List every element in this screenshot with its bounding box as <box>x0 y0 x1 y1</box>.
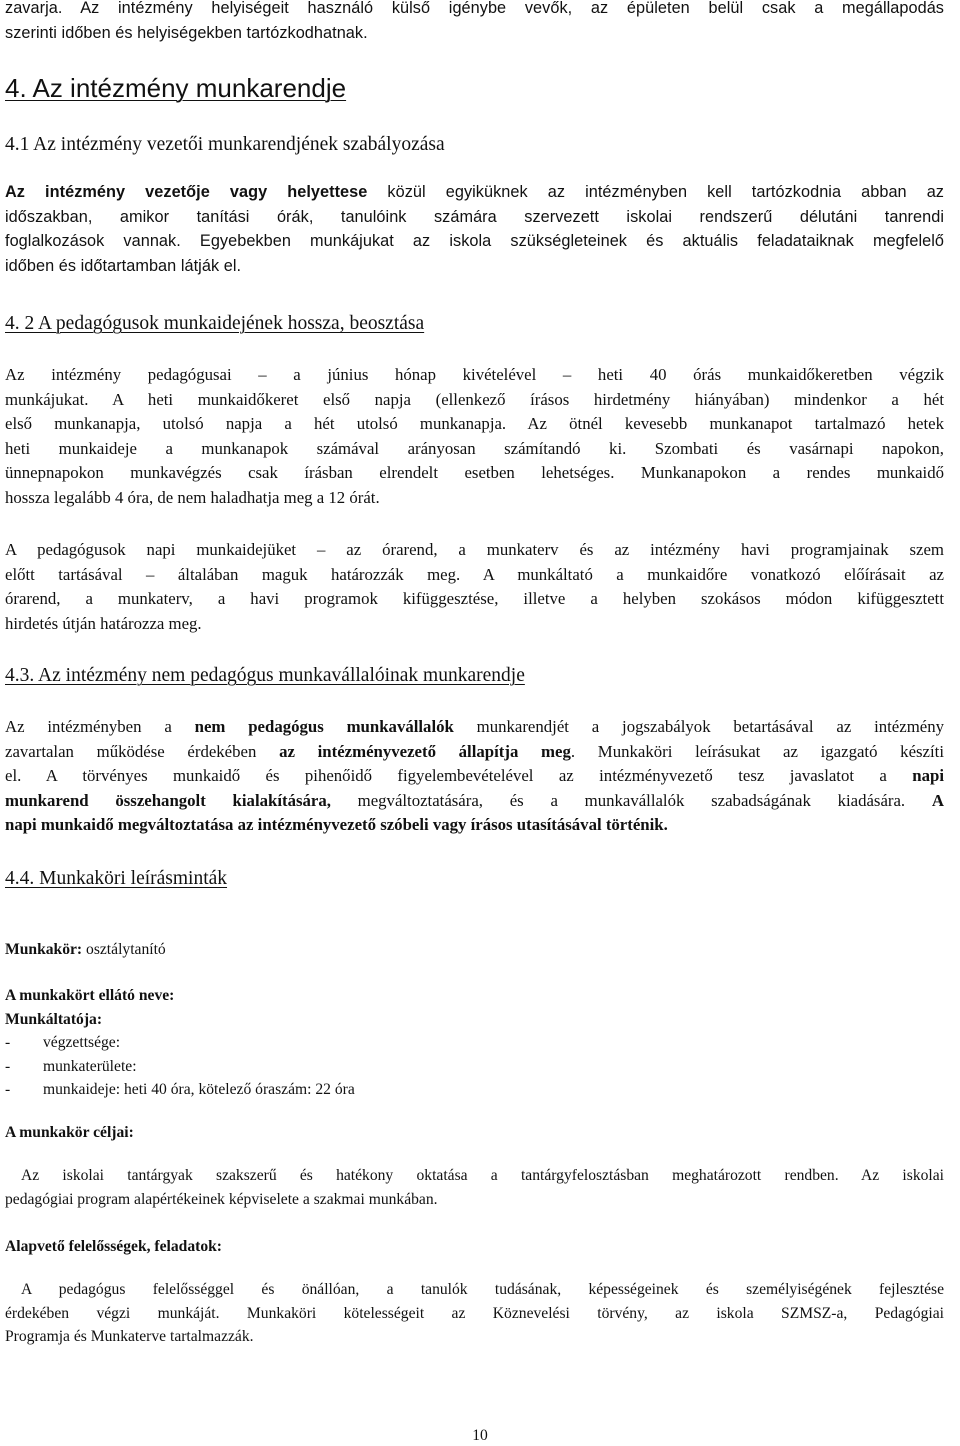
s42-p2-line: A pedagógusok napi munkaidejüket – az órarend, a munkaterv és az intézmény havi programjainak szem <box>5 540 944 559</box>
s43-line-3 <box>5 764 944 789</box>
s42-p1-line: heti munkaideje a munkanapok számával arányosan számítandó ki. Szombati és vasárnapi napokon, <box>5 438 944 458</box>
section-4-title: 4. Az intézmény munkarendje <box>5 73 347 103</box>
list-item-text: végzettsége: <box>43 1034 121 1051</box>
s42-p1-line: első munkanapja, utolsó napja a hét utolsó munkanapja. Az ötnél kevesebb munkanapot tartalmazó hetek <box>5 414 944 434</box>
list-item <box>5 1078 944 1102</box>
fel-line-3: Programja és Munkaterve tartalmazzák. <box>5 1328 254 1345</box>
s43-l3-bold: napi <box>912 766 944 786</box>
intro-line-2: szerinti időben és helyiségekben tartózkodhatnak. <box>5 23 368 42</box>
s43-l3-text: el. A törvényes munkaidő és pihenőidő figyelembevételével az intézményvezető tesz javaslatot a <box>5 766 913 786</box>
s41-line-4: időben és időtartamban látják el. <box>5 256 242 275</box>
section-4-2-title: 4. 2 A pedagógusok munkaidejének hossza, beosztása <box>5 313 425 334</box>
s42-p1-line: hossza legalább 4 óra, de nem haladhatja meg a 12 órát. <box>5 487 380 507</box>
munkakor-label: Munkakör: <box>5 941 83 958</box>
s42-p1-line: Az intézmény pedagógusai – a június hónap kivételével – heti 40 órás munkaidőkeretben végzik <box>5 365 944 384</box>
s43-l4-bold: munkarend összehangolt kialakítására, <box>5 790 331 810</box>
celjai-heading <box>5 1121 944 1145</box>
s43-line-4 <box>5 789 944 814</box>
s41-line-1-rest: közül egyiküknek az intézményben kell tartózkodnia abban az <box>367 183 944 201</box>
s42-p2-line: előtt tartásával – általában maguk határozzák meg. A munkáltató a munkaidőre vonatkozó előírásait az <box>5 564 944 584</box>
s43-line-1 <box>5 715 944 740</box>
list-item <box>5 1055 944 1079</box>
celjai-label: A munkakör céljai: <box>5 1124 134 1141</box>
s42-p2-line: hirdetés útján határozza meg. <box>5 613 202 633</box>
s41-line-3: foglalkozások vannak. Egyebekben munkájukat az iskola szükségleteinek és aktuális feladataiknak megfelelő <box>5 232 944 251</box>
s42-p2-line: órarend, a munkaterv, a havi programok kifüggesztése, illetve a helyben szokásos módon kifüggesztett <box>5 589 944 609</box>
munkaltato-label-row <box>5 1008 944 1032</box>
s43-l5-bold: napi munkaidő megváltoztatása az intézményvezető szóbeli vagy írásos utasításával történik. <box>5 815 668 835</box>
s41-line-1 <box>5 180 944 205</box>
list-item-text: munkaideje: heti 40 óra, kötelező óraszám: 22 óra <box>43 1081 355 1098</box>
section-4-4-title: 4.4. Munkaköri leírásminták <box>5 868 228 889</box>
s41-bold-lead: Az intézmény vezetője vagy helyettese <box>5 183 368 201</box>
s43-l2-bold: az intézményvezető állapítja meg <box>279 741 571 761</box>
s42-p1-line: ünnepnapokon munkavégzés csak írásban elrendelt esetben lehetséges. Munkanapokon a rendes munkaidő <box>5 463 944 483</box>
munkaltato-label: Munkáltatója: <box>5 1010 103 1028</box>
section-4-1-title: 4.1 Az intézmény vezetői munkarendjének szabályozása <box>5 134 445 155</box>
munkakor-value: osztálytanító <box>82 941 166 958</box>
section-4-3-body <box>5 715 944 838</box>
intro-line-1: zavarja. Az intézmény helyiségeit használó külső igénybe vevők, az épületen belül csak a megállapodás <box>5 0 944 17</box>
celjai-body <box>5 1164 944 1211</box>
section-4-3-title: 4.3. Az intézmény nem pedagógus munkavállalóinak munkarendje <box>5 665 525 686</box>
section-4-2-paragraph-1 <box>5 363 944 511</box>
dash-bullet: - <box>5 1057 11 1075</box>
s43-l2-text-end: . Munkaköri leírásukat az igazgató készíti <box>570 741 944 761</box>
dash-bullet: - <box>5 1034 11 1051</box>
list-item-text: munkaterülete: <box>43 1057 137 1075</box>
s43-l4-bold-end: A <box>931 790 944 810</box>
s43-l4-text: megváltoztatására, és a munkavállalók szabadságának kiadására. <box>330 790 932 810</box>
felelossegek-label: Alapvető felelősségek, feladatok: <box>5 1238 222 1255</box>
s43-l1-bold: nem pedagógus munkavállalók <box>194 717 454 736</box>
dash-bullet: - <box>5 1081 11 1098</box>
section-4-2-paragraph-2 <box>5 538 944 636</box>
fel-line-1: A pedagógus felelősséggel és önállóan, a tanulók tudásának, képességeinek és személyiségének fejlesztése <box>21 1281 944 1298</box>
s43-line-2 <box>5 740 944 765</box>
s43-l2-text: zavartalan működése érdekében <box>5 741 280 761</box>
s43-l1-text-end: munkarendjét a jogszabályok betartásával az intézmény <box>453 717 944 736</box>
felelossegek-body <box>5 1278 944 1349</box>
s43-line-5 <box>5 813 944 838</box>
s41-line-2: időszakban, amikor tanítási órák, tanulóink számára szervezett iskolai rendszerű délutáni tanrendi <box>5 207 944 226</box>
celjai-line-1: Az iskolai tantárgyak szakszerű és hatékony oktatása a tantárgyfelosztásban meghatározott rendben. Az iskolai <box>21 1167 944 1184</box>
fel-line-2: érdekében végzi munkáját. Munkaköri kötelességeit az Köznevelési törvény, az iskola SZMSZ-a, Pedagógiai <box>5 1304 944 1322</box>
list-item <box>5 1031 944 1055</box>
munkakor-line <box>5 938 944 962</box>
intro-paragraph <box>5 0 944 45</box>
s42-p1-line: munkájukat. A heti munkaidőkeret első napja (ellenkező írásos hirdetmény hiányában) mindenkor a hét <box>5 389 944 409</box>
ellato-label: A munkakört ellátó neve: <box>5 987 175 1004</box>
celjai-line-2: pedagógiai program alapértékeinek képviselete a szakmai munkában. <box>5 1190 438 1208</box>
section-4-1-body <box>5 180 944 278</box>
ellato-label-row <box>5 984 944 1008</box>
s43-l1-text: Az intézményben a <box>5 717 195 736</box>
page-number: 10 <box>472 1427 488 1444</box>
job-details <box>5 984 944 1102</box>
felelossegek-heading <box>5 1235 944 1259</box>
